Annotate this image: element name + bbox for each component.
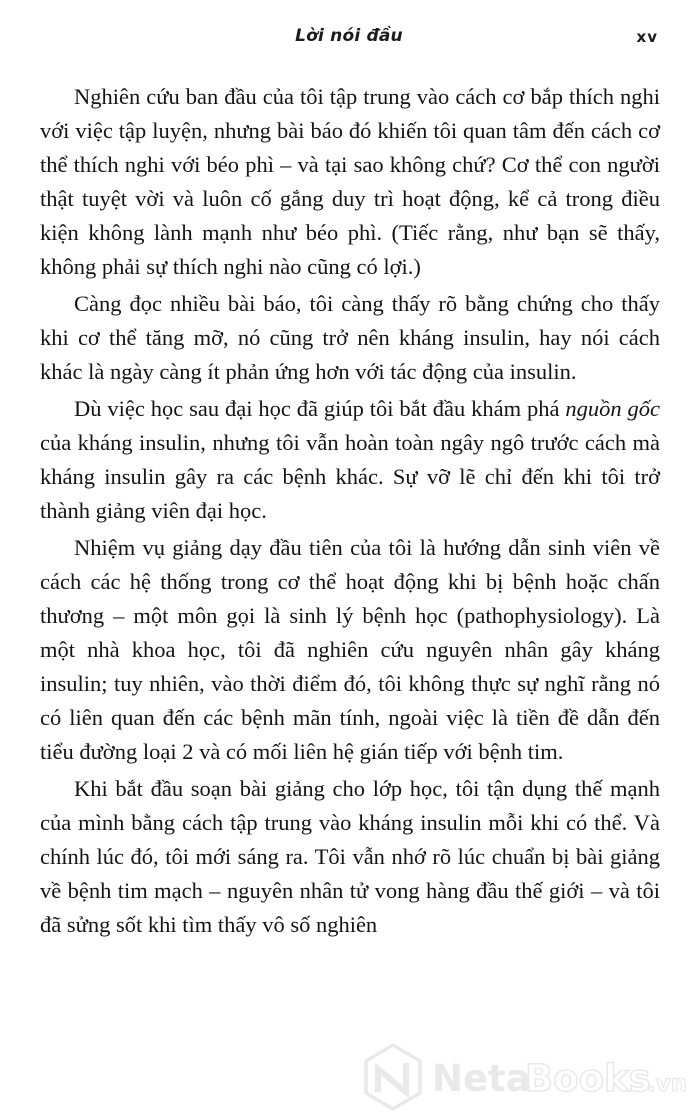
body-paragraph-1 — [40, 80, 660, 284]
body-paragraph-3 — [40, 392, 660, 528]
paragraph-text: Nghiên cứu ban đầu của tôi tập trung vào cách cơ bắp thích nghi với việc tập luyện, nhưng bài báo đó khiến tôi quan tâm đến cách cơ thể thích nghi với béo phì – và tại sao không chứ? Cơ thể con người thật tuyệt vời và luôn cố gắng duy trì hoạt động, kể cả trong điều kiện không lành mạnh như béo phì. (Tiếc rằng, như bạn sẽ thấy, không phải sự thích nghi nào cũng có lợi.) — [40, 84, 660, 279]
paragraph-text: của kháng insulin, nhưng tôi vẫn hoàn toàn ngây ngô trước cách mà kháng insulin gây ra các bệnh khác. Sự vỡ lẽ chỉ đến khi tôi trở thành giảng viên đại học. — [40, 430, 660, 523]
body-paragraph-4 — [40, 531, 660, 769]
paragraph-italic-phrase: nguồn gốc — [565, 396, 660, 421]
paragraph-text: Dù việc học sau đại học đã giúp tôi bắt đầu khám phá — [74, 396, 566, 421]
page-body — [40, 80, 660, 945]
body-paragraph-5 — [40, 772, 660, 942]
running-head-title: Lời nói đầu — [295, 26, 403, 46]
netabooks-watermark — [362, 1042, 698, 1112]
watermark-domain: .vn — [647, 1071, 688, 1097]
watermark-brand-solid: Neta — [432, 1057, 531, 1100]
running-head — [40, 26, 658, 50]
paragraph-text: Khi bắt đầu soạn bài giảng cho lớp học, tôi tận dụng thế mạnh của mình bằng cách tập trung vào kháng insulin mỗi khi có thể. Và chính lúc đó, tôi mới sáng ra. Tôi vẫn nhớ rõ lúc chuẩn bị bài giảng về bệnh tim mạch – nguyên nhân tử vong hàng đầu thế giới – và tôi đã sửng sốt khi tìm thấy vô số nghiên — [40, 776, 660, 937]
paragraph-text: Nhiệm vụ giảng dạy đầu tiên của tôi là hướng dẫn sinh viên về cách các hệ thống trong cơ thể hoạt động khi bị bệnh hoặc chấn thương – một môn gọi là sinh lý bệnh học (pathophysiology). Là một nhà khoa học, tôi đã nghiên cứu nguyên nhân gây kháng insulin; tuy nhiên, vào thời điểm đó, tôi không thực sự nghĩ rằng nó có liên quan đến các bệnh mãn tính, ngoài việc là tiền đề dẫn đến tiểu đường loại 2 và có mối liên hệ gián tiếp với bệnh tim. — [40, 535, 660, 764]
watermark-brand-outline: Books — [525, 1057, 651, 1100]
page-number: xv — [636, 28, 658, 46]
paragraph-text: Càng đọc nhiều bài báo, tôi càng thấy rõ bằng chứng cho thấy khi cơ thể tăng mỡ, nó cũng trở nên kháng insulin, hay nói cách khác là ngày càng ít phản ứng hơn với tác động của insulin. — [40, 291, 660, 384]
body-paragraph-2 — [40, 287, 660, 389]
netabooks-logo-icon — [366, 1045, 420, 1109]
